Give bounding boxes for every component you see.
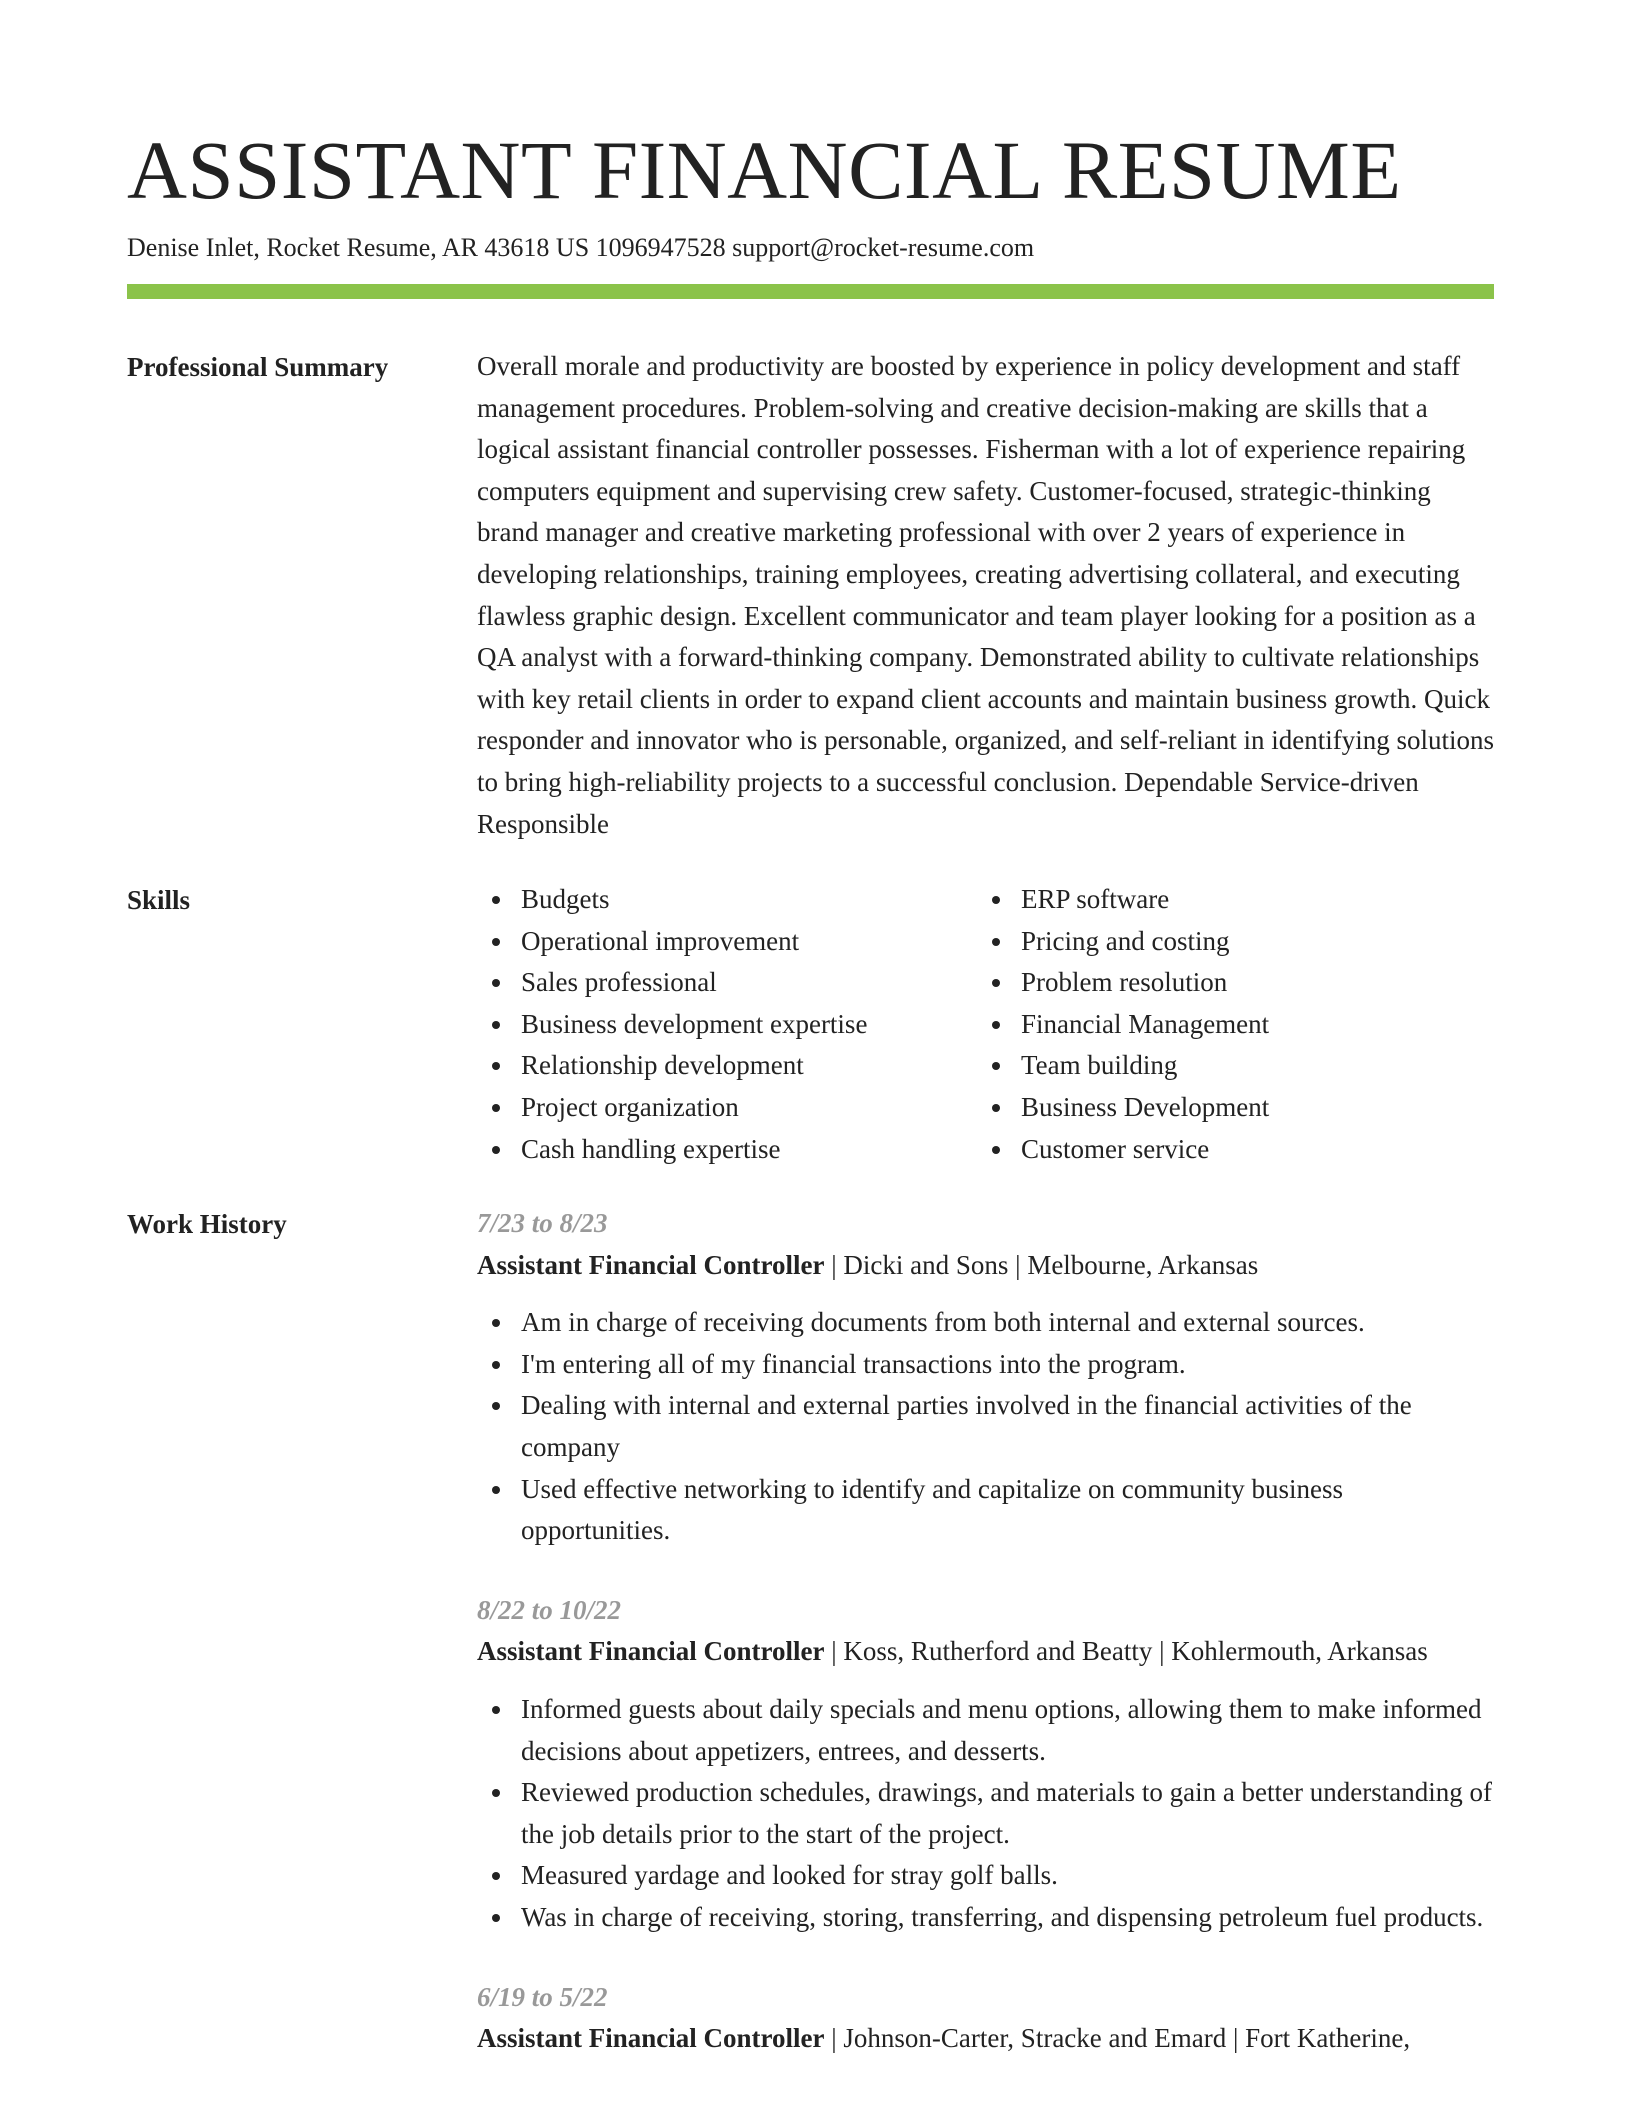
summary-body [477, 346, 1494, 845]
job-bullet: Reviewed production schedules, drawings, and materials to gain a better understanding of the job details prior to the start of the project. [477, 1772, 1494, 1855]
summary-text: Overall morale and productivity are boosted by experience in policy development and staff management procedures. Problem-solving and creative decision-making are skills that a logical assistant financial controller possesses. Fisherman with a lot of experience repairing computers equipment and supervising crew safety. Customer-focused, strategic-thinking brand manager and creative marketing professional with over 2 years of experience in developing relationships, training employees, creating advertising collateral, and executing flawless graphic design. Excellent communicator and team player looking for a position as a QA analyst with a forward-thinking company. Demonstrated ability to cultivate relationships with key retail clients in order to expand client accounts and maintain business growth. Quick responder and innovator who is personable, organized, and self-reliant in identifying solutions to bring high-reliability projects to a successful conclusion. Dependable Service-driven Responsible [477, 351, 1495, 839]
job-bullet: Dealing with internal and external parties involved in the financial activities of the company [477, 1385, 1494, 1468]
skill-item: Customer service [977, 1129, 1477, 1171]
skill-item: Team building [977, 1045, 1477, 1087]
job-entry [477, 1203, 1494, 1552]
skill-item: Business Development [977, 1087, 1477, 1129]
job-bullet: Informed guests about daily specials and menu options, allowing them to make informed decisions about appetizers, entrees, and desserts. [477, 1689, 1494, 1772]
job-details: | Johnson-Carter, Stracke and Emard | Fort Katherine, [824, 2023, 1411, 2054]
summary-label: Professional Summary [127, 352, 389, 382]
skills-body [477, 879, 1494, 1170]
job-heading [477, 2018, 1494, 2060]
skill-item: Business development expertise [477, 1004, 977, 1046]
job-title: Assistant Financial Controller [477, 1249, 825, 1280]
skills-label: Skills [127, 885, 191, 915]
job-bullets [477, 1689, 1494, 1939]
job-dates: 7/23 to 8/23 [477, 1208, 608, 1238]
job-entry [477, 1977, 1494, 2060]
job-dates: 6/19 to 5/22 [477, 1981, 608, 2012]
skill-item: Relationship development [477, 1045, 977, 1087]
work-history-label: Work History [127, 1209, 287, 1239]
contact-line: Denise Inlet, Rocket Resume, AR 43618 US 1096947528 support@rocket-resume.com [127, 233, 1035, 262]
job-details: | Koss, Rutherford and Beatty | Kohlermouth, Arkansas [824, 1636, 1428, 1667]
skill-item: Project organization [477, 1087, 977, 1129]
skill-item: Cash handling expertise [477, 1129, 977, 1171]
job-bullet: Was in charge of receiving, storing, transferring, and dispensing petroleum fuel products. [477, 1897, 1494, 1939]
job-heading [477, 1245, 1494, 1287]
resume-title: ASSISTANT FINANCIAL RESUME [127, 124, 1402, 216]
skill-item: ERP software [977, 879, 1477, 921]
job-bullet: Used effective networking to identify and capitalize on community business opportunities. [477, 1469, 1494, 1552]
skills-list-right [977, 879, 1477, 1170]
job-bullet: I'm entering all of my financial transactions into the program. [477, 1344, 1494, 1386]
skills-list-left [477, 879, 977, 1170]
skills-columns [477, 879, 1494, 1170]
skill-item: Budgets [477, 879, 977, 921]
job-dates: 8/22 to 10/22 [477, 1594, 622, 1625]
skill-item: Problem resolution [977, 962, 1477, 1004]
job-bullet: Am in charge of receiving documents from both internal and external sources. [477, 1302, 1494, 1344]
job-title: Assistant Financial Controller [477, 2023, 825, 2054]
skill-item: Pricing and costing [977, 921, 1477, 963]
skill-item: Operational improvement [477, 921, 977, 963]
work-history-body [477, 1203, 1494, 2098]
skill-item: Financial Management [977, 1004, 1477, 1046]
header-divider [127, 284, 1494, 299]
job-title: Assistant Financial Controller [477, 1636, 825, 1667]
job-heading [477, 1631, 1494, 1673]
job-bullets [477, 1302, 1494, 1552]
job-entry [477, 1590, 1494, 1939]
skill-item: Sales professional [477, 962, 977, 1004]
job-bullet: Measured yardage and looked for stray golf balls. [477, 1855, 1494, 1897]
job-details: | Dicki and Sons | Melbourne, Arkansas [824, 1249, 1259, 1280]
